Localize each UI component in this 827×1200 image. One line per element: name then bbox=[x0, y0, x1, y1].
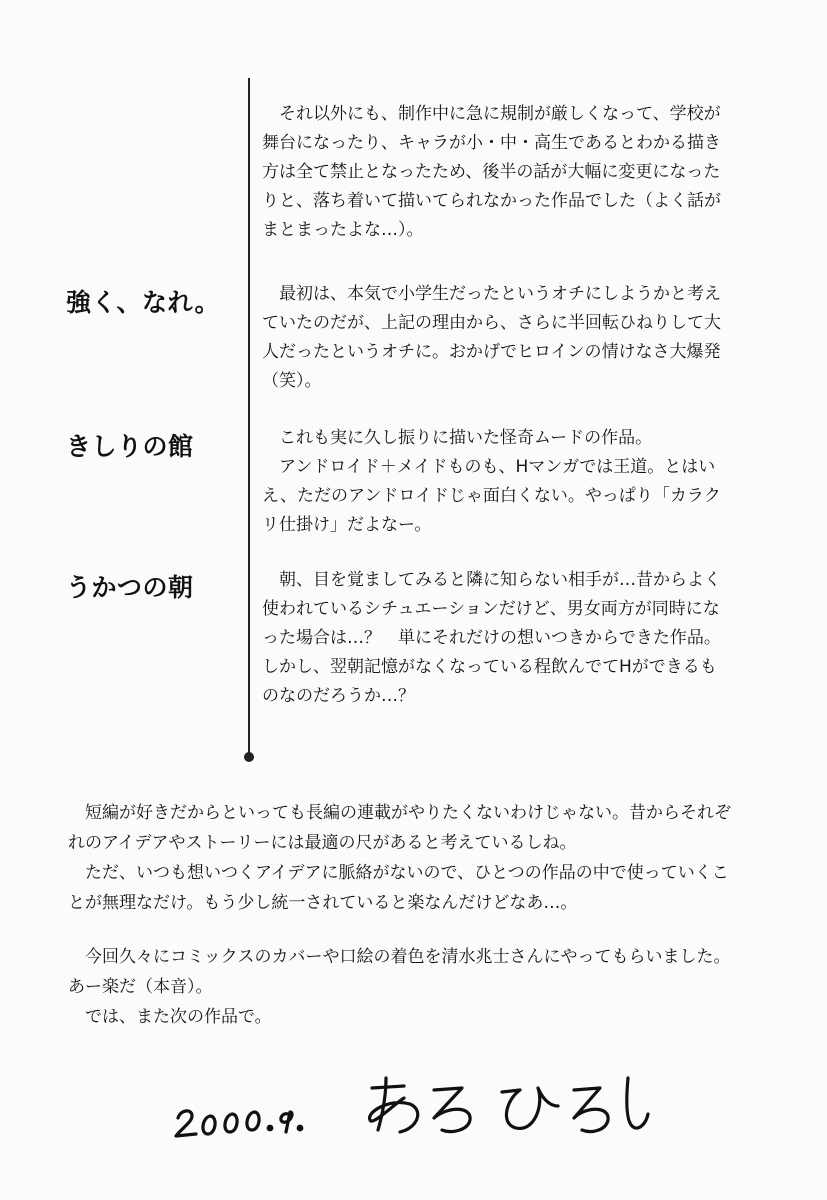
section-body-ukatsu-no-asa bbox=[262, 566, 762, 711]
closing-line: あー楽だ（本音）。 bbox=[68, 977, 213, 997]
section-line: 人だったというオチに。おかげでヒロインの情けなさ大爆発 bbox=[262, 342, 721, 362]
section-body-tsuyoku-nare bbox=[262, 280, 762, 396]
closing-line: 短編が好きだからといっても長編の連載がやりたくないわけじゃない。昔からそれぞ bbox=[85, 803, 731, 823]
section-line: （笑）。 bbox=[262, 371, 322, 391]
divider-end-dot bbox=[244, 752, 254, 762]
section-title-tsuyoku-nare: 強く、なれ。 bbox=[66, 288, 221, 317]
vertical-divider-line bbox=[248, 78, 250, 758]
handwritten-signature bbox=[172, 1066, 652, 1146]
section-line: しかし、翌朝記憶がなくなっている程飲んでてHができるも bbox=[262, 657, 717, 677]
intro-line: まとまったよな…）。 bbox=[262, 220, 424, 240]
intro-paragraph bbox=[262, 100, 762, 245]
section-title-kishiri-no-yakata: きしりの館 bbox=[66, 432, 194, 461]
section-title-ukatsu-no-asa: うかつの朝 bbox=[66, 573, 194, 602]
section-line: 朝、目を覚ましてみると隣に知らない相手が…昔からよく bbox=[279, 570, 721, 590]
closing-line: ただ、いつも想いつくアイデアに脈絡がないので、ひとつの作品の中で使っていくこ bbox=[85, 863, 729, 883]
closing-paragraph-1 bbox=[68, 798, 768, 858]
section-line: アンドロイド＋メイドものも、Hマンガでは王道。とはい bbox=[279, 457, 716, 477]
section-line: のなのだろうか…？ bbox=[262, 686, 415, 706]
section-body-kishiri-no-yakata bbox=[262, 424, 762, 540]
closing-paragraph-2 bbox=[68, 858, 768, 918]
section-line: 最初は、本気で小学生だったというオチにしようかと考え bbox=[279, 284, 721, 304]
closing-line: れのアイデアやストーリーには最適の尺があると考えているしね。 bbox=[68, 833, 577, 853]
intro-line: 方は全て禁止となったため、後半の話が大幅に変更になった bbox=[262, 162, 721, 182]
intro-line: 舞台になったり、キャラが小・中・高生であるとわかる描き bbox=[262, 133, 721, 153]
closing-line: とが無理なだけ。もう少し統一されていると楽なんだけどなあ…。 bbox=[68, 893, 578, 913]
closing-paragraph-3 bbox=[68, 942, 768, 1032]
section-line: 使われているシチュエーションだけど、男女両方が同時にな bbox=[262, 599, 720, 619]
section-line: リ仕掛け」だよなー。 bbox=[262, 515, 432, 535]
signature-drawing bbox=[172, 1066, 652, 1146]
section-line: これも実に久し振りに描いた怪奇ムードの作品。 bbox=[279, 428, 653, 448]
intro-line: りと、落ち着いて描いてられなかった作品でした（よく話が bbox=[262, 191, 721, 211]
section-line: ていたのだが、上記の理由から、さらに半回転ひねりして大 bbox=[262, 313, 721, 333]
closing-line: 今回久々にコミックスのカバーや口絵の着色を清水兆士さんにやってもらいました。 bbox=[85, 947, 731, 967]
closing-line: では、また次の作品で。 bbox=[85, 1007, 272, 1027]
intro-line: それ以外にも、制作中に急に規制が厳しくなって、学校が bbox=[279, 104, 721, 124]
section-line: え、ただのアンドロイドじゃ面白くない。やっぱり「カラク bbox=[262, 486, 721, 506]
section-line: った場合は…？ 単にそれだけの想いつきからできた作品。 bbox=[262, 628, 721, 648]
